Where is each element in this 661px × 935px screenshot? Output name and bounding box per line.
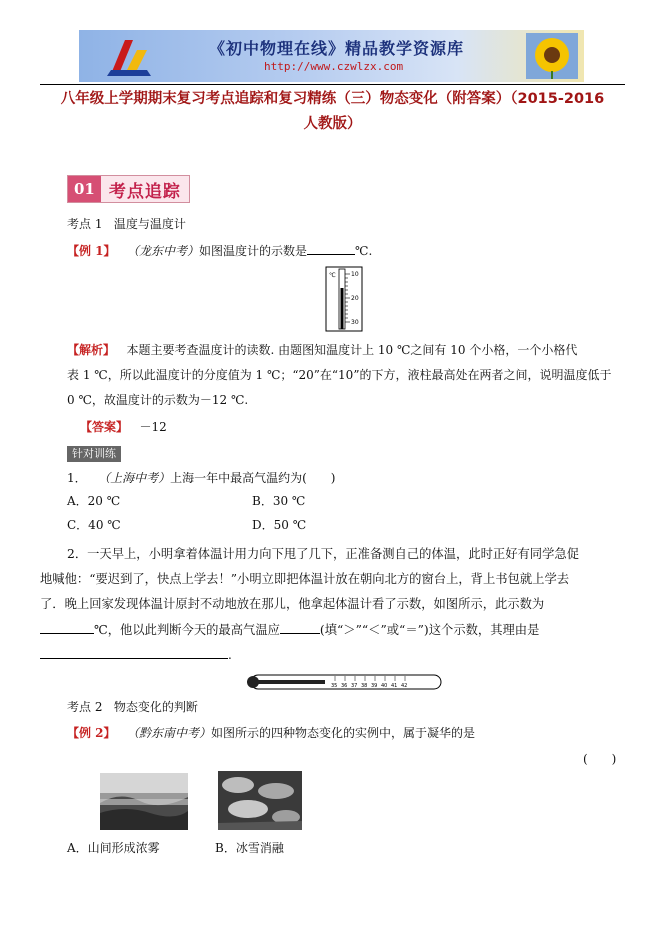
section-number: 01 (68, 176, 101, 202)
point-1-heading (67, 216, 186, 232)
q2-blank-1[interactable] (40, 633, 94, 634)
fog-mountain-photo (100, 773, 188, 830)
q2-blank-3[interactable] (40, 658, 228, 659)
thermo-1-tick-30: 30 (351, 319, 359, 326)
site-logo-icon (103, 34, 155, 78)
point-2-heading (67, 699, 198, 715)
thermo-1-tick-10: 10 (351, 271, 359, 278)
document-title-line-1: 八年级上学期期末复习考点追踪和复习精练（三）物态变化（附答案）（2015-2016 (60, 91, 605, 107)
analysis-line-2: 表 1 ℃，所以此温度计的分度值为 1 ℃；“20”在“10”的下方，液柱最高处在两者之间，说明温度低于 (67, 368, 612, 382)
question-2-line-4: ℃，他以此判断今天的最高气温应 (填“＞”“＜”或“＝”)这个示数，其理由是 (40, 622, 539, 638)
example-2-text: 如图所示的四种物态变化的实例中，属于凝华的是 (211, 726, 476, 740)
point-1-label: 考点 1 (67, 217, 103, 231)
question-2-line-2: 地喊他：“要迟到了，快点上学去！”小明立即把体温计放在朝向北方的窗台上，背上书包就上学去 (40, 572, 570, 586)
example-1-tag: 【例 1】 (67, 244, 116, 258)
example-2-tag: 【例 2】 (67, 726, 116, 740)
question-2-line-3: 了．晚上回家发现体温计原封不动地放在那儿，他拿起体温计看了示数，如图所示，此示数为 (40, 597, 545, 611)
thermo-2-tick-35: 35 (331, 683, 338, 689)
banner-url[interactable]: http://www.czwlzx.com (264, 60, 404, 73)
example-2-option-b[interactable]: B．冰雪消融 (215, 841, 284, 855)
analysis-line-3: 0 ℃，故温度计的示数为－12 ℃. (67, 393, 249, 407)
example-1 (67, 243, 372, 259)
thermo-2-tick-40: 40 (381, 683, 388, 689)
practice-tag: 针对训练 (67, 446, 121, 462)
example-2 (67, 725, 475, 741)
section-badge (67, 175, 190, 203)
section-label: 考点追踪 (108, 181, 181, 202)
sunflower-icon (526, 33, 578, 79)
thermo-1-unit: ℃ (329, 272, 336, 279)
example-1-source: （龙东中考） (126, 244, 199, 258)
q1-option-a[interactable]: A．20 ℃ (67, 494, 121, 508)
banner-title: 《初中物理在线》精品教学资源库 (209, 39, 465, 58)
thermo-2-tick-39: 39 (371, 683, 378, 689)
document-title-line-2: 人教版） (303, 116, 362, 132)
document-title (40, 87, 625, 137)
thermo-1-tick-20: 20 (351, 295, 359, 302)
thermo-2-tick-41: 41 (391, 683, 398, 689)
analysis-line-1: 【解析】 本题主要考查温度计的读数. 由题图知温度计上 10 ℃之间有 10 个小格，一个小格代 (67, 343, 578, 357)
point-2-title: 物态变化的判断 (113, 700, 198, 714)
q2-blank-2[interactable] (280, 633, 320, 634)
thermo-2-tick-36: 36 (341, 683, 348, 689)
q1-option-c[interactable]: C．40 ℃ (67, 518, 121, 532)
thermo-2-tick-37: 37 (351, 683, 358, 689)
answer-line (80, 419, 167, 435)
question-2-line-5: . (40, 647, 232, 663)
example-1-unit: ℃. (355, 244, 373, 258)
answer-blank[interactable] (307, 254, 355, 255)
thermo-2-tick-38: 38 (361, 683, 368, 689)
question-2-line-1: 2．一天早上，小明拿着体温计用力向下甩了几下，正准备测自己的体温，此时正好有同学急促 (67, 547, 579, 561)
analysis-tag: 【解析】 (67, 343, 116, 357)
header-divider (40, 84, 625, 85)
thermometer-figure-1 (325, 266, 363, 332)
example-2-option-a[interactable]: A．山间形成浓雾 (67, 841, 160, 855)
point-2-label: 考点 2 (67, 700, 103, 714)
header-banner (79, 30, 584, 82)
point-1-title: 温度与温度计 (113, 217, 186, 231)
q1-option-b[interactable]: B．30 ℃ (252, 494, 306, 508)
q1-option-d[interactable]: D．50 ℃ (252, 518, 307, 532)
answer-value: －12 (139, 420, 167, 434)
question-1: 1． （上海中考）上海一年中最高气温约为( ) (67, 471, 336, 485)
thermo-2-tick-42: 42 (401, 683, 408, 689)
clinical-thermometer-figure (245, 673, 445, 691)
answer-tag: 【答案】 (80, 420, 129, 434)
example-2-paren: ( ) (583, 752, 617, 766)
example-2-source: （黔东南中考） (126, 726, 211, 740)
melting-snow-photo (218, 771, 302, 830)
example-1-text: 如图温度计的示数是 (199, 244, 308, 258)
